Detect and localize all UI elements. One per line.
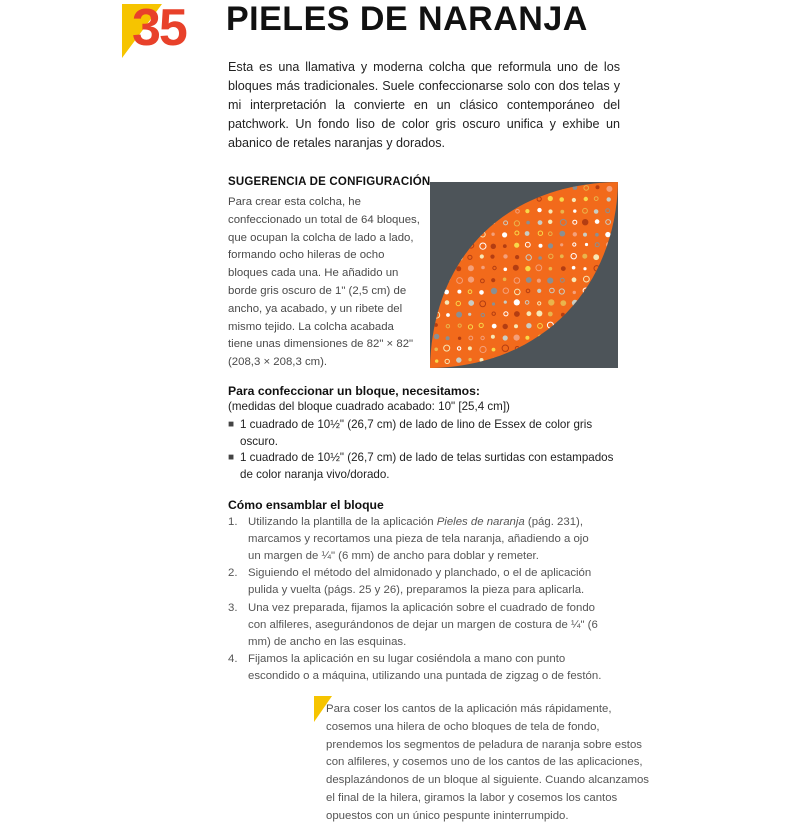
fabric-dot [491, 288, 497, 294]
fabric-dot [596, 185, 600, 189]
materials-subheading: (medidas del bloque cuadrado acabado: 10" [25,4 cm]) [228, 400, 510, 413]
step-emphasis: Pieles de naranja [436, 516, 525, 528]
fabric-dot [514, 335, 520, 341]
list-item [228, 450, 628, 483]
fabric-dot [445, 300, 450, 305]
fabric-dot [559, 197, 564, 202]
step-number: 2. [228, 567, 238, 580]
fabric-dot [572, 277, 577, 282]
fabric-dot [491, 335, 495, 339]
fabric-dot [503, 335, 508, 340]
fabric-dot [468, 346, 472, 350]
fabric-dot [605, 232, 610, 237]
fabric-dot [502, 232, 507, 237]
fabric-dot [536, 311, 542, 317]
fabric-dot [573, 232, 577, 236]
assembly-heading: Cómo ensamblar el bloque [228, 498, 384, 512]
fabric-dot [503, 324, 508, 329]
square-bullet-icon: ■ [228, 452, 235, 464]
fabric-dot [525, 266, 530, 271]
step-number: 4. [228, 653, 238, 666]
fabric-dot [583, 267, 586, 270]
fabric-dot [515, 255, 519, 259]
fabric-dot [514, 324, 518, 328]
materials-heading: Para confeccionar un bloque, necesitamos: [228, 384, 480, 398]
tip-paragraph: Para coser los cantos de la aplicación más rápidamente, cosemos una hilera de ocho bloques de tela de fondo, prendemos los segmentos de peladura de naranja sobre estos con alfileres, y cosemos uno de los cantos de las aplicaciones, desplazándonos de un bloque al siguiente. Cuando alcanzamos el final de la hilera, giramos la labor y cosemos los cantos opuestos con un único pespunte ininterrumpido. [326, 703, 649, 822]
fabric-dot [573, 291, 576, 294]
fabric-dot [458, 337, 461, 340]
fabric-dot [585, 243, 588, 246]
fabric-dot [525, 336, 529, 340]
fabric-dot [594, 209, 599, 214]
fabric-dot [435, 359, 438, 362]
fabric-dot [548, 209, 552, 213]
fabric-dot [572, 266, 576, 270]
square-bullet-icon: ■ [228, 419, 235, 430]
fabric-dot [548, 220, 552, 224]
step-item [228, 600, 604, 650]
fabric-dot [526, 323, 531, 328]
fabric-dot [584, 197, 588, 201]
step-number: 1. [228, 516, 238, 528]
fabric-dot [468, 265, 474, 271]
fabric-dot [491, 278, 495, 282]
fabric-dot [595, 233, 599, 237]
fabric-dot [560, 254, 564, 258]
orange-peel-block-image [430, 182, 618, 368]
fabric-dot [560, 300, 566, 306]
fabric-dot [582, 254, 587, 259]
step-item [228, 565, 604, 599]
fabric-dot [503, 278, 507, 282]
step-text-end: (pág. 231), marcamos y recortamos una pieza de tela naranja, añadiendo a ojo un margen de ¼" (6 mm) de ancho para doblar y remeter. [248, 516, 589, 562]
fabric-dot [538, 220, 543, 225]
fabric-dot [504, 301, 507, 304]
fabric-dot [491, 233, 494, 236]
fabric-dot [526, 277, 532, 283]
fabric-dot [537, 208, 541, 212]
fabric-dot [514, 311, 520, 317]
step-item [228, 651, 604, 685]
fabric-dot [538, 256, 542, 260]
fabric-dot [526, 221, 530, 225]
fabric-dot [537, 289, 541, 293]
fabric-dot [559, 231, 565, 237]
fabric-dot [561, 266, 566, 271]
fabric-dot [583, 233, 587, 237]
fabric-dot [468, 313, 471, 316]
fabric-dot [549, 267, 553, 271]
fabric-dot [456, 357, 461, 362]
fabric-dot [468, 300, 474, 306]
project-number: 35 [132, 0, 186, 57]
suggestion-heading: SUGERENCIA DE CONFIGURACIÓN [228, 176, 431, 188]
fabric-dot [503, 244, 507, 248]
fabric-dot [525, 209, 529, 213]
fabric-dot [492, 302, 495, 305]
fabric-dot [548, 243, 553, 248]
fabric-dot [446, 336, 450, 340]
fabric-dot [527, 311, 532, 316]
fabric-dot [573, 209, 576, 212]
fabric-dot [514, 299, 520, 305]
project-number-badge [122, 0, 198, 62]
step-text: Siguiendo el método del almidonado y planchado, o el de aplicación pulida y vuelta (págs. 25 y 26), preparamos la pieza para aplicarla. [248, 567, 592, 597]
fabric-dot [468, 358, 471, 361]
fabric-dot [572, 198, 576, 202]
fabric-dot [606, 186, 612, 192]
fabric-dot [607, 197, 611, 201]
fabric-dot [537, 279, 541, 283]
fabric-dot [560, 210, 564, 214]
suggestion-text: Para crear esta colcha, he confeccionado un total de 64 bloques, que ocupan la colcha de lado a lado, formando ocho hileras de ocho bloques cada una. He añadido un borde gris oscuro de 1" (2,5 cm) de ancho, ya acabado, y un ribete del mismo tejido. La colcha acabada tiene unas dimensiones de 82" × 82" (208,3 × 208,3 cm). [228, 196, 420, 369]
fabric-dot [514, 243, 519, 248]
list-item-text: 1 cuadrado de 10½" (26,7 cm) de lado de lino de Essex de color gris oscuro. [240, 418, 593, 448]
fabric-dot [513, 265, 519, 271]
step-item [228, 514, 604, 564]
list-item [228, 417, 628, 450]
fabric-dot [456, 312, 462, 318]
fabric-dot [479, 290, 484, 295]
fabric-dot [503, 254, 507, 258]
list-item-text: 1 cuadrado de 10½" (26,7 cm) de lado de telas surtidas con estampados de color naranja vivo/dorado. [240, 451, 614, 481]
step-text: Fijamos la aplicación en su lugar cosiéndola a mano con punto escondido o a máquina, utilizando una puntada de zigzag o de festón. [248, 653, 602, 683]
fabric-dot [480, 254, 484, 258]
fabric-dot [548, 299, 554, 305]
fabric-dot [481, 266, 485, 270]
fabric-dot [593, 254, 599, 260]
materials-list [228, 417, 628, 483]
fabric-dot [560, 243, 563, 246]
assembly-steps [228, 514, 604, 686]
step-text: Utilizando la plantilla de la aplicación [248, 516, 437, 528]
fabric-dot [490, 255, 494, 259]
fabric-dot [539, 244, 543, 248]
fabric-dot [547, 278, 553, 284]
fabric-dot [525, 231, 530, 236]
fabric-dot [468, 277, 474, 283]
intro-paragraph: Esta es una llamativa y moderna colcha que reformula uno de los bloques más tradicionales. Suele confeccionarse solo con dos telas y mi interpretación la convierte en un clásico contemporáneo del patchwork. Un fondo liso de color gris oscuro unifica y exhibe un abanico de retales naranjas y dorados. [228, 60, 620, 150]
fabric-dot [457, 290, 461, 294]
fabric-dot [595, 219, 600, 224]
fabric-dot [434, 348, 438, 352]
fabric-dot [548, 196, 553, 201]
fabric-dot [548, 312, 553, 317]
step-number: 3. [228, 601, 238, 614]
fabric-dot [582, 219, 588, 225]
fabric-dot [446, 313, 450, 317]
page-title: PIELES DE NARANJA [226, 0, 588, 38]
fabric-dot [492, 324, 497, 329]
fabric-dot [434, 334, 440, 340]
step-text: Una vez preparada, fijamos la aplicación sobre el cuadrado de fondo con alfileres, asegurándonos de dejar un margen de costura de ¼" (6 mm) de ancho en las esquinas. [248, 601, 598, 648]
fabric-dot [504, 268, 508, 272]
fabric-dot [456, 266, 461, 271]
fabric-dot [491, 244, 496, 249]
fabric-dot [492, 348, 496, 352]
